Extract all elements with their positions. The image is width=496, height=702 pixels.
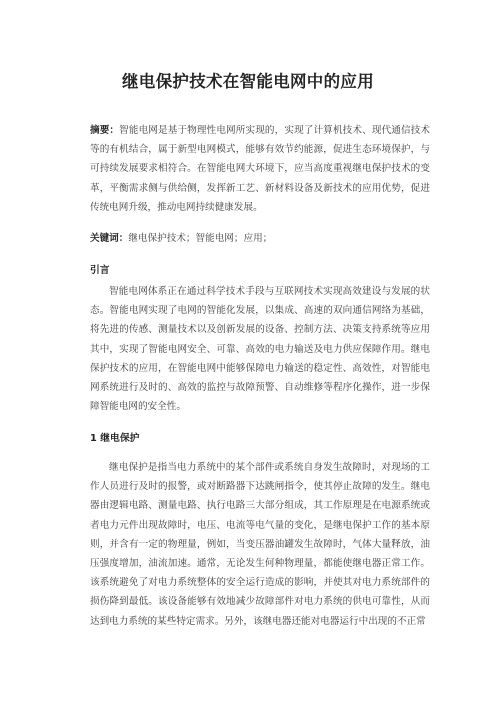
abstract-label: 摘要： xyxy=(90,125,120,136)
intro-paragraph: 智能电网体系正在通过科学技术手段与互联网技术实现高效建设与发展的状态。智能电网实现了电网的智能化发展，以集成、高速的双向通信网络为基础，将先进的传感、测量技术以及创新发展的设备、控制方法、决策支持系统等应用其中，实现了智能电网安全、可靠、高效的电力输送及电力供应保障作用。继电保护技术的应用，在智能电网中能够保障电力输送的稳定性、高效性，对智能电网系统进行及时的、高效的监控与故障预警、自动维修等程序化操作，进一步保障智能电网的安全性。 xyxy=(90,286,430,413)
intro-heading: 引言 xyxy=(90,265,110,276)
keywords-line xyxy=(90,229,430,248)
keywords-label: 关键词： xyxy=(90,233,129,244)
section-1-heading: 1 继电保护 xyxy=(90,433,140,444)
abstract-paragraph xyxy=(90,121,430,217)
keywords-text: 继电保护技术；智能电网；应用； xyxy=(128,233,273,244)
abstract-text: 智能电网是基于物理性电网所实现的，实现了计算机技术、现代通信技术等的有机结合，属于新型电网模式，能够有效节约能源，促进生态环境保护，与可持续发展要求相符合。在智能电网大环境下，应当高度重视继电保护技术的变革，平衡需求侧与供给侧，发挥新工艺、新材料设备及新技术的应用优势，促进传统电网升级，推动电网持续健康发展。 xyxy=(90,125,431,213)
document-title: 继电保护技术在智能电网中的应用 xyxy=(122,72,374,91)
section-1-paragraph: 继电保护是指当电力系统中的某个部件或系统自身发生故障时，对现场的工作人员进行及时的报警，或对断路器下达跳闸指令，使其停止故障的发生。继电器由逻辑电路、测量电路、执行电路三大部分组成，其工作原理是在电源系统或者电力元件出现故障时，电压、电流等电气量的变化，是继电保护工作的基本原则，并含有一定的物理量，例如，当变压器油罐发生故障时，气体大量释放，油压强度增加，油流加速。通常，无论发生何种物理量，都能使继电器正常工作。该系统避免了对电力系统整体的安全运行造成的影响，并使其对电力系统部件的损伤降到最低。该设备能够有效地减少故障部件对电力系统的供电可靠性，从而达到电力系统的某些特定需求。另外，该继电器还能对电器运行中出现的不正常 xyxy=(90,462,430,627)
